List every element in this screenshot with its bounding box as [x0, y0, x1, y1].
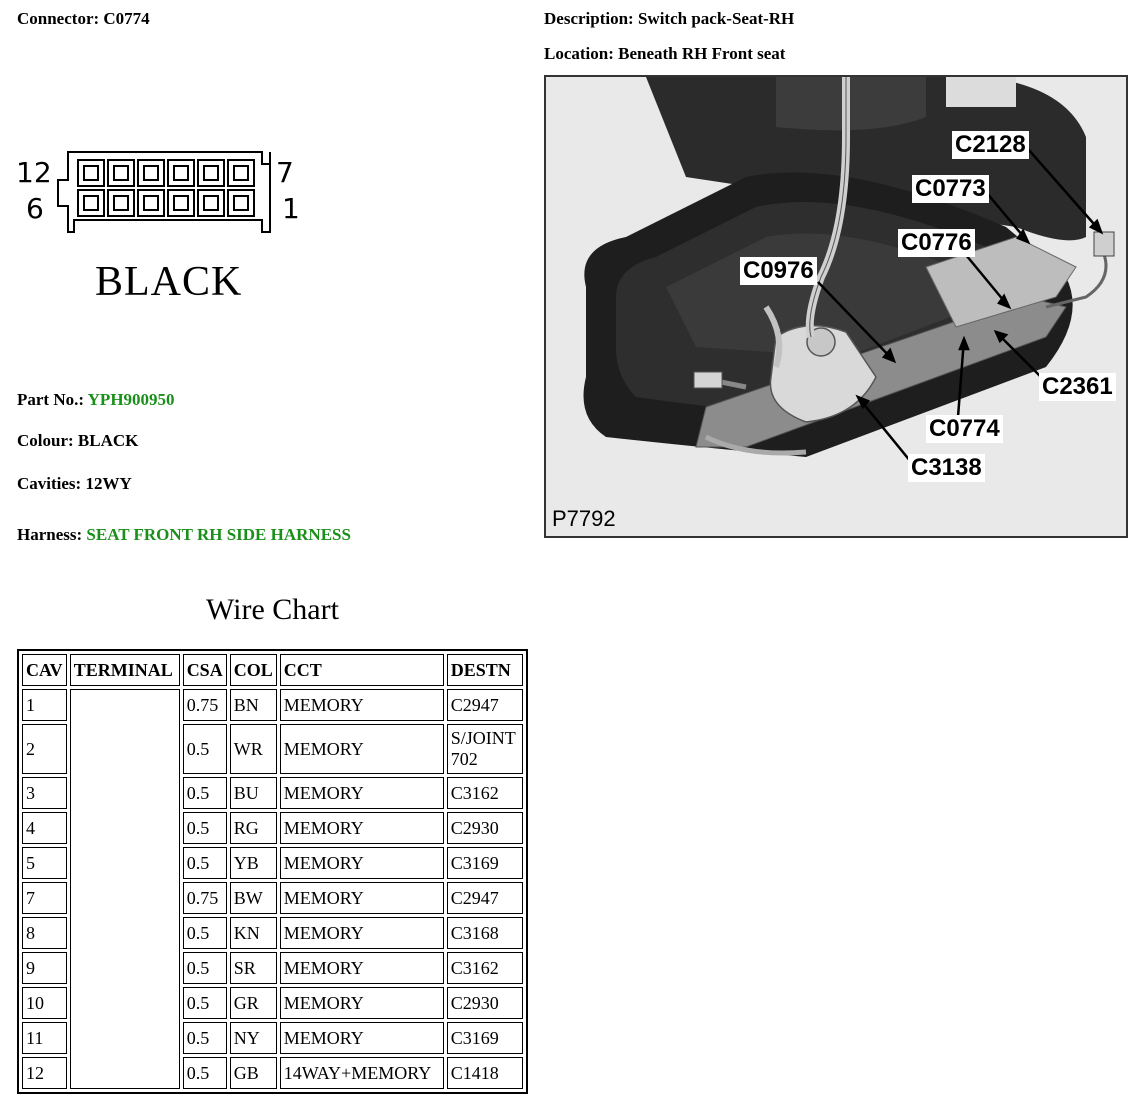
seat-illustration — [546, 77, 1126, 536]
part-number-value: YPH900950 — [87, 390, 175, 409]
cell-csa: 0.5 — [183, 987, 227, 1019]
cell-csa: 0.75 — [183, 882, 227, 914]
cell-destn: C2930 — [447, 987, 523, 1019]
description-label: Description: — [544, 9, 634, 28]
cell-csa: 0.5 — [183, 847, 227, 879]
part-number-label: Part No.: — [17, 390, 85, 409]
cell-col: SR — [230, 952, 277, 984]
cavity-grid — [78, 160, 254, 216]
cell-col: BW — [230, 882, 277, 914]
cell-destn: C2947 — [447, 882, 523, 914]
header-cct: CCT — [280, 654, 444, 686]
cavity-terminal — [234, 196, 248, 210]
connector-outline — [14, 148, 304, 238]
cell-csa: 0.75 — [183, 689, 227, 721]
cell-cav: 7 — [22, 882, 67, 914]
cell-destn: C3169 — [447, 1022, 523, 1054]
cavity — [228, 190, 254, 216]
cell-cav: 3 — [22, 777, 67, 809]
callout-c2128: C2128 — [952, 131, 1029, 159]
cell-cct: MEMORY — [280, 777, 444, 809]
cell-col: BN — [230, 689, 277, 721]
callout-c0773: C0773 — [912, 175, 989, 203]
colour-value: BLACK — [77, 431, 139, 450]
callout-c0976: C0976 — [740, 257, 817, 285]
cell-csa: 0.5 — [183, 812, 227, 844]
cell-destn: S/JOINT 702 — [447, 724, 523, 774]
callout-c2361: C2361 — [1039, 373, 1116, 401]
harness-value: SEAT FRONT RH SIDE HARNESS — [86, 525, 351, 544]
pin-label-12: 12 — [16, 156, 52, 189]
figure-id: P7792 — [552, 506, 616, 531]
callout-c0776: C0776 — [898, 229, 975, 257]
cell-cav: 12 — [22, 1057, 67, 1089]
cavity — [138, 190, 164, 216]
cell-destn: C3168 — [447, 917, 523, 949]
cell-col: WR — [230, 724, 277, 774]
cell-cct: MEMORY — [280, 724, 444, 774]
description-value: Switch pack-Seat-RH — [637, 9, 795, 28]
cell-cct: 14WAY+MEMORY — [280, 1057, 444, 1089]
cell-destn: C2930 — [447, 812, 523, 844]
cell-cct: MEMORY — [280, 917, 444, 949]
location-label: Location: — [544, 44, 614, 63]
connector-face-diagram — [14, 148, 304, 238]
cell-csa: 0.5 — [183, 1057, 227, 1089]
header-destn: DESTN — [447, 654, 523, 686]
harness-field — [17, 525, 351, 545]
cavity-terminal — [234, 166, 248, 180]
pin-label-6: 6 — [26, 192, 44, 225]
cavity-terminal — [114, 166, 128, 180]
cell-col: GR — [230, 987, 277, 1019]
header-terminal: TERMINAL — [70, 654, 180, 686]
cell-cav: 9 — [22, 952, 67, 984]
connector-color-text: BLACK — [95, 259, 243, 305]
wire-chart-title: Wire Chart — [206, 593, 339, 626]
cell-cct: MEMORY — [280, 1022, 444, 1054]
cell-destn: C3169 — [447, 847, 523, 879]
cell-cav: 2 — [22, 724, 67, 774]
location-value: Beneath RH Front seat — [618, 44, 786, 63]
cell-col: NY — [230, 1022, 277, 1054]
cavity-terminal — [174, 196, 188, 210]
callout-c3138: C3138 — [908, 454, 985, 482]
header-csa: CSA — [183, 654, 227, 686]
cavity-terminal — [144, 196, 158, 210]
cavity-terminal — [204, 196, 218, 210]
cell-col: RG — [230, 812, 277, 844]
cavity — [198, 190, 224, 216]
wire-chart-header-row — [22, 654, 523, 686]
cell-csa: 0.5 — [183, 952, 227, 984]
callout-c0774: C0774 — [926, 415, 1003, 443]
cavity — [78, 190, 104, 216]
description-field — [544, 9, 794, 29]
cavities-label: Cavities: — [17, 474, 82, 493]
cavity-terminal — [84, 196, 98, 210]
wire-chart-table — [17, 649, 528, 1094]
cell-cct: MEMORY — [280, 847, 444, 879]
colour-field — [17, 431, 138, 451]
connector-label: Connector: — [17, 9, 100, 28]
cavity — [198, 160, 224, 186]
cavity — [168, 160, 194, 186]
header-col: COL — [230, 654, 277, 686]
table-row — [22, 689, 523, 721]
cell-cav: 4 — [22, 812, 67, 844]
cell-cav: 10 — [22, 987, 67, 1019]
cavity — [78, 160, 104, 186]
cell-destn: C3162 — [447, 777, 523, 809]
cell-col: GB — [230, 1057, 277, 1089]
cell-cav: 11 — [22, 1022, 67, 1054]
connector-field — [17, 9, 150, 29]
connector-value: C0774 — [103, 9, 150, 28]
cell-cct: MEMORY — [280, 952, 444, 984]
cavity — [108, 190, 134, 216]
part-number-field — [17, 390, 175, 410]
cell-col: YB — [230, 847, 277, 879]
cell-destn: C1418 — [447, 1057, 523, 1089]
pin-label-7: 7 — [276, 156, 294, 189]
cavity — [168, 190, 194, 216]
cavity — [138, 160, 164, 186]
cavity-terminal — [204, 166, 218, 180]
pin-label-1: 1 — [282, 192, 300, 225]
header-cav: CAV — [22, 654, 67, 686]
cavities-value: 12WY — [85, 474, 132, 493]
location-illustration — [544, 75, 1128, 538]
cavity — [228, 160, 254, 186]
harness-label: Harness: — [17, 525, 83, 544]
cell-cct: MEMORY — [280, 882, 444, 914]
location-field — [544, 44, 785, 64]
cell-csa: 0.5 — [183, 777, 227, 809]
cell-cav: 1 — [22, 689, 67, 721]
cavity-terminal — [114, 196, 128, 210]
cell-destn: C2947 — [447, 689, 523, 721]
cell-cav: 5 — [22, 847, 67, 879]
cell-csa: 0.5 — [183, 1022, 227, 1054]
cell-col: KN — [230, 917, 277, 949]
cell-csa: 0.5 — [183, 917, 227, 949]
cavity-terminal — [174, 166, 188, 180]
cavities-field — [17, 474, 132, 494]
cell-col: BU — [230, 777, 277, 809]
cell-cct: MEMORY — [280, 812, 444, 844]
cell-terminal — [70, 689, 180, 1089]
wire-chart-body — [22, 689, 523, 1089]
cell-csa: 0.5 — [183, 724, 227, 774]
cell-cct: MEMORY — [280, 689, 444, 721]
cavity — [108, 160, 134, 186]
colour-label: Colour: — [17, 431, 74, 450]
cavity-terminal — [144, 166, 158, 180]
cell-destn: C3162 — [447, 952, 523, 984]
cell-cav: 8 — [22, 917, 67, 949]
cell-cct: MEMORY — [280, 987, 444, 1019]
cavity-terminal — [84, 166, 98, 180]
